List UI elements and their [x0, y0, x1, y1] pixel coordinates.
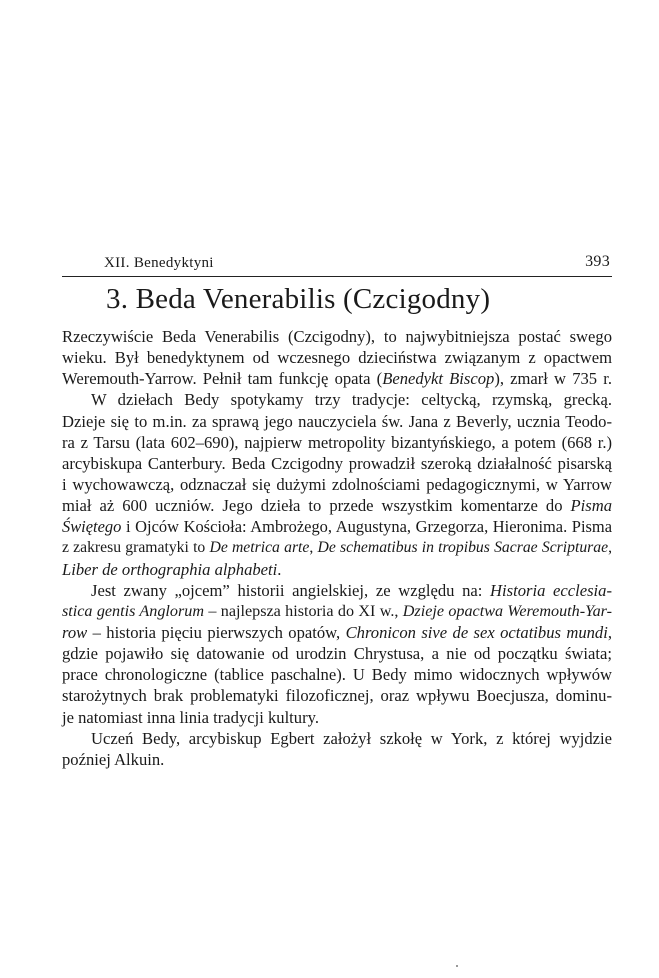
italic-title: De schematibus in tropibus Sacrae Scripturae — [317, 539, 609, 557]
text-line: Rzeczywiście Beda Venerabilis (Czcigodny), to najwybitniejsza postać swego — [62, 327, 612, 346]
text-line: prace chronologiczne (tablice paschalne). U Bedy mimo widocznych wpływów — [62, 665, 612, 685]
italic-title: Benedykt Biscop — [382, 369, 495, 389]
text-line: stica gentis Anglorum – najlepsza historia do XI w., Dzieje opactwa Weremouth-Yar- — [62, 602, 612, 620]
text-line: gdzie pojawiło się datowanie od urodzin Chrystusa, a nie od początku świata; — [62, 644, 612, 664]
text-line: W dziełach Bedy spotykamy trzy tradycje: celtycką, rzymską, grecką. — [91, 390, 612, 410]
italic-title: Świętego — [62, 517, 122, 537]
text-line: poźniej Alkuin. — [62, 749, 165, 769]
italic-title: Pisma — [570, 496, 612, 516]
text-line: je natomiast inna linia tradycji kultury. — [62, 707, 319, 727]
text-line: i wychowawczą, odznaczał się dużymi zdolnościami pedagogicznymi, w Yarrow — [62, 474, 612, 494]
page-number: 393 — [585, 253, 610, 270]
italic-title: stica gentis Anglorum — [62, 602, 204, 620]
italic-title: Chronicon sive de sex octatibus mundi — [345, 622, 608, 642]
body-text — [62, 326, 612, 770]
text-line: Weremouth-Yarrow. Pełnił tam funkcję opata (Benedykt Biscop), zmarł w 735 r. — [62, 369, 612, 389]
running-header — [62, 253, 612, 275]
text-line: arcybiskupa Canterbury. Beda Czcigodny prowadził szeroką działalność pisarską — [62, 453, 612, 473]
text-line: Dzieje się to m.in. za sprawą jego nauczyciela św. Jana z Beverly, ucznia Teodo- — [62, 411, 612, 431]
italic-title: Dzieje opactwa Weremouth-Yar- — [402, 602, 612, 620]
scan-speck — [456, 965, 458, 967]
italic-title: Liber de orthographia alphabeti — [62, 559, 278, 579]
italic-title: De metrica arte — [209, 539, 310, 557]
text-line: starożytnych brak problematyki filozoficznej, oraz wpływu Boecjusza, dominu- — [62, 686, 612, 706]
text-line: Jest zwany „ojcem” historii angielskiej, ze względu na: Historia ecclesia- — [91, 580, 612, 600]
text-line: z zakresu gramatyki to De metrica arte, De schematibus in tropibus Sacrae Scripturae, — [62, 539, 612, 557]
running-head: XII. Benedyktyni — [104, 255, 214, 271]
chapter-title: 3. Beda Venerabilis (Czcigodny) — [106, 283, 491, 315]
text-line: Uczeń Bedy, arcybiskup Egbert założył szkołę w York, z której wyjdzie — [91, 728, 612, 748]
italic-title: row — [62, 622, 88, 642]
text-line: Świętego i Ojców Kościoła: Ambrożego, Augustyna, Grzegorza, Hieronima. Pisma — [62, 517, 612, 537]
text-line: ra z Tarsu (lata 602–690), najpierw metropolity bizantyńskiego, a potem (668 r.) — [62, 432, 612, 452]
italic-title: Historia ecclesia- — [490, 580, 612, 600]
text-line: miał aż 600 uczniów. Jego dzieła to przede wszystkim komentarze do Pisma — [62, 496, 612, 516]
text-line: row – historia pięciu pierwszych opatów, Chronicon sive de sex octatibus mundi, — [62, 622, 612, 642]
text-line: wieku. Był benedyktynem od wczesnego dzieciństwa związanym z opactwem — [62, 348, 612, 368]
text-line: Liber de orthographia alphabeti. — [62, 559, 282, 579]
header-rule — [62, 276, 612, 277]
